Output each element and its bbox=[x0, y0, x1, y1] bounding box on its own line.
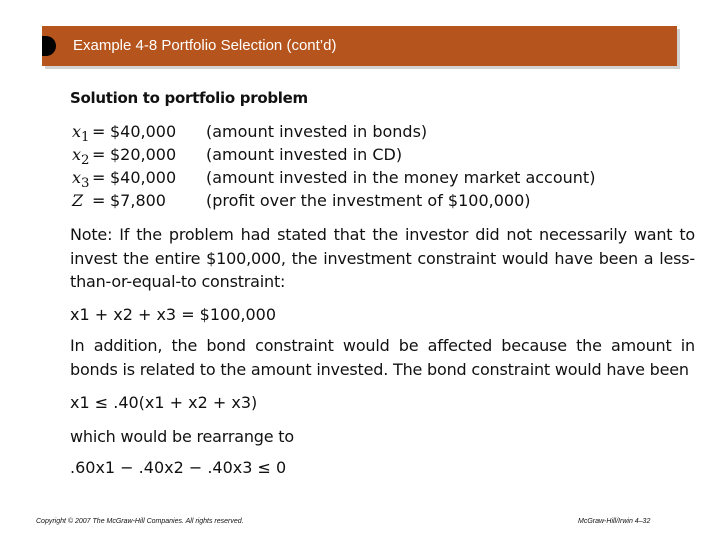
solution-value: $7,800 bbox=[110, 191, 166, 210]
rearrange-text: which would be rearrange to bbox=[70, 427, 294, 446]
solution-row-x3 bbox=[0, 168, 720, 190]
solution-variable: $x_3$ bbox=[72, 168, 90, 192]
solution-value: $40,000 bbox=[110, 168, 177, 187]
solution-description: (profit over the investment of $100,000) bbox=[206, 191, 531, 210]
solution-value: $40,000 bbox=[110, 122, 177, 141]
slide-title: Example 4-8 Portfolio Selection (cont’d) bbox=[73, 37, 337, 54]
solution-row-x1 bbox=[0, 122, 720, 144]
investment-constraint-equation: x1 + x2 + x3 = $100,000 bbox=[70, 305, 277, 324]
solution-row-x2 bbox=[0, 145, 720, 167]
rearranged-equation: .60x1 − .40x2 − .40x3 ≤ 0 bbox=[70, 458, 287, 477]
note-paragraph: Note: If the problem had stated that the investor did not necessarily want to invest the entire $100,000, the investment constraint would have been a less-than-or-equal-to constraint: bbox=[70, 225, 695, 291]
solution-equals: = bbox=[92, 145, 106, 164]
solution-description: (amount invested in the money market account) bbox=[206, 168, 596, 187]
page-number-footer: McGraw-Hill/Irwin 4–32 bbox=[578, 518, 651, 525]
solution-equals: = bbox=[92, 122, 106, 141]
solution-equals: = bbox=[92, 191, 106, 210]
solution-variable: Z bbox=[72, 191, 84, 210]
solution-row-z bbox=[0, 191, 720, 213]
bond-constraint-equation: x1 ≤ .40(x1 + x2 + x3) bbox=[70, 393, 258, 412]
addition-paragraph: In addition, the bond constraint would be affected because the amount in bonds is related to the amount invested. The bond constraint would have been bbox=[70, 336, 695, 379]
solution-variable: $x_1$ bbox=[72, 122, 90, 146]
copyright-footer: Copyright © 2007 The McGraw-Hill Companies. All rights reserved. bbox=[36, 518, 244, 525]
solution-equals: = bbox=[92, 168, 106, 187]
solution-value: $20,000 bbox=[110, 145, 177, 164]
solution-variable: $x_2$ bbox=[72, 145, 90, 169]
solution-description: (amount invested in bonds) bbox=[206, 122, 428, 141]
section-heading: Solution to portfolio problem bbox=[70, 89, 308, 107]
solution-description: (amount invested in CD) bbox=[206, 145, 403, 164]
